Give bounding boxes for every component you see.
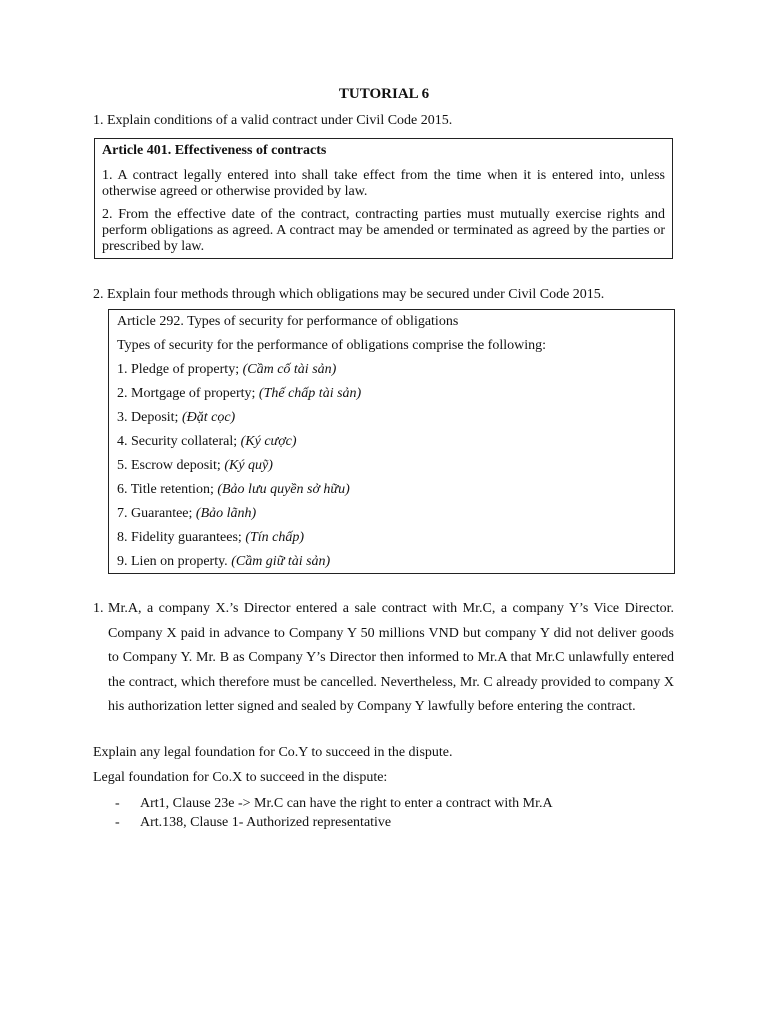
security-item: 4. Security collateral; (Ký cược)	[117, 434, 297, 449]
question-1: 1. Explain conditions of a valid contract under Civil Code 2015.	[93, 113, 453, 128]
security-item: 9. Lien on property. (Cầm giữ tài sản)	[117, 554, 331, 569]
security-item: 1. Pledge of property; (Cầm cố tài sản)	[117, 362, 337, 377]
article-401-box	[94, 138, 673, 259]
article-401-heading: Article 401. Effectiveness of contracts	[102, 143, 327, 158]
security-item: 5. Escrow deposit; (Ký quỹ)	[117, 458, 273, 473]
article-401-para-1: 1. A contract legally entered into shall take effect from the time when it is entered into, unless otherwise agreed or otherwise provided by law.	[102, 168, 665, 199]
case-number: 1.	[93, 601, 104, 616]
security-item: 2. Mortgage of property; (Thế chấp tài sản)	[117, 386, 362, 401]
security-item: 6. Title retention; (Bảo lưu quyền sở hữu)	[117, 482, 350, 497]
case-study	[93, 597, 674, 720]
security-item: 8. Fidelity guarantees; (Tín chấp)	[117, 530, 305, 545]
question-2: 2. Explain four methods through which obligations may be secured under Civil Code 2015.	[93, 287, 605, 302]
page-title: TUTORIAL 6	[338, 86, 430, 102]
article-401-para-2: 2. From the effective date of the contract, contracting parties must mutually exercise rights and perform obligations as agreed. A contract may be amended or terminated as agreed by the parties or prescribed by law.	[102, 207, 665, 254]
security-item: 7. Guarantee; (Bảo lãnh)	[117, 506, 257, 521]
security-item: 3. Deposit; (Đặt cọc)	[117, 410, 236, 425]
legal-foundation-line: Legal foundation for Co.X to succeed in the dispute:	[93, 770, 388, 785]
article-292-box	[108, 309, 675, 574]
explain-line: Explain any legal foundation for Co.Y to succeed in the dispute.	[93, 745, 453, 760]
case-text: Mr.A, a company X.’s Director entered a sale contract with Mr.C, a company Y’s Vice Director. Company X paid in advance to Company Y 50 millions VND but company Y did not deliver goods to Company Y. Mr. B as Company Y’s Director then informed to Mr.A that Mr.C unlawfully entered the contract, which therefore must be cancelled. Nevertheless, Mr. C already provided to company X his authorization letter signed and sealed by Company Y lawfully before entering the contract.	[108, 601, 674, 714]
list-item: - Art.138, Clause 1- Authorized representative	[115, 815, 392, 830]
list-item: - Art1, Clause 23e -> Mr.C can have the right to enter a contract with Mr.A	[115, 796, 553, 811]
article-292-heading: Article 292. Types of security for performance of obligations	[117, 314, 459, 329]
article-292-intro: Types of security for the performance of obligations comprise the following:	[117, 338, 547, 353]
